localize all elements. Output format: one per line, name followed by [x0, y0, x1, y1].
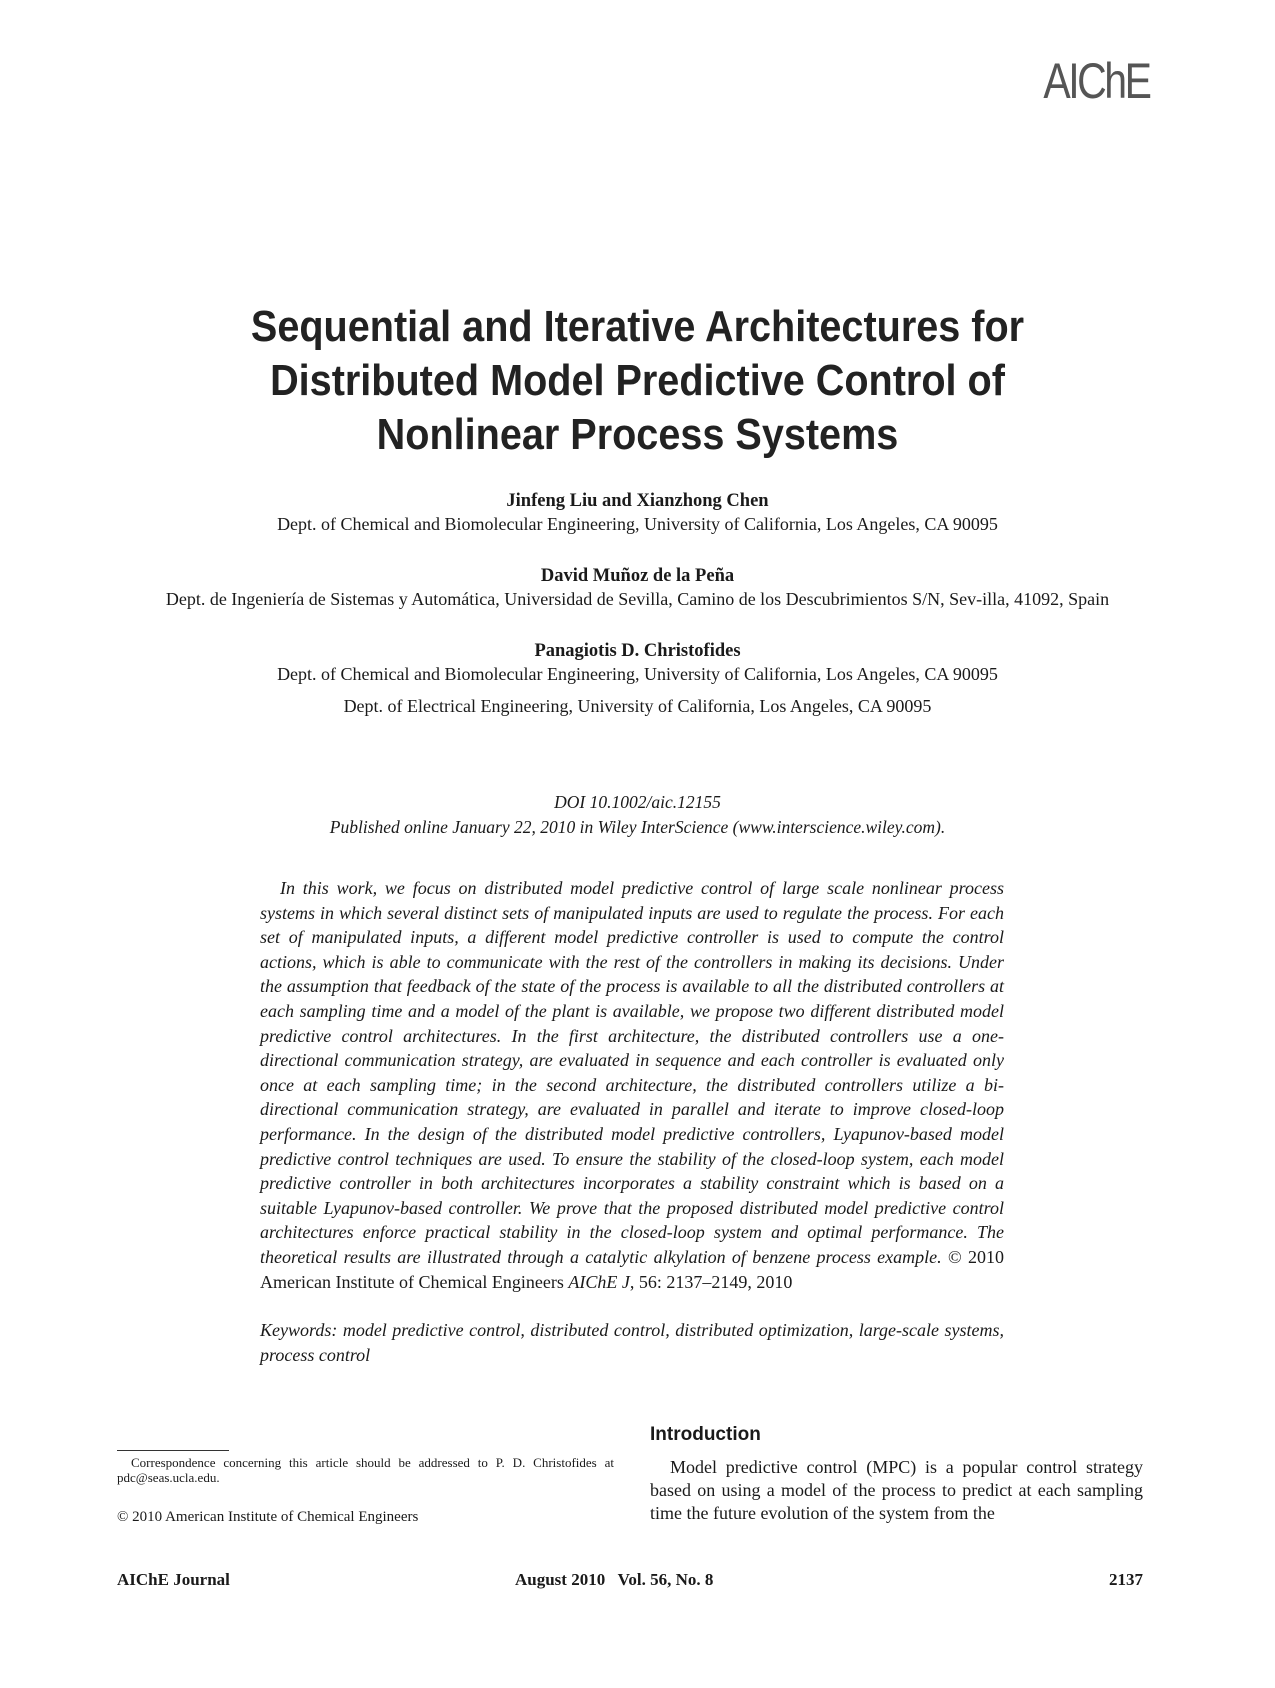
title-line-1: Sequential and Iterative Architectures for	[250, 302, 1025, 351]
footnote-divider	[117, 1450, 229, 1451]
copyright-note: © 2010 American Institute of Chemical Engineers	[117, 1509, 419, 1525]
abstract-text: In this work, we focus on distributed model predictive control of large scale nonlinear process systems in which several distinct sets of manipulated inputs are used to regulate the process. For each set of manipulated inputs, a different model predictive controller is used to compute the control actions, which is able to communicate with the rest of the controllers in making its decisions. Under the assumption that feedback of the state of the process is available to all the distributed controllers at each sampling time and a model of the plant is available, we propose two different distributed model predictive control architectures. In the first architecture, the distributed controllers use a one-directional communication strategy, are evaluated in sequence and each controller is evaluated only once at each sampling time; in the second architecture, the distributed controllers utilize a bi-directional communication strategy, are evaluated in parallel and iterate to improve closed-loop performance. In the design of the distributed model predictive controllers, Lyapunov-based model predictive control techniques are used. To ensure the stability of the closed-loop system, each model predictive controller in both architectures incorporates a stability constraint which is based on a suitable Lyapunov-based controller. We prove that the proposed distributed model predictive control architectures enforce practical stability in the closed-loop system and optimal performance. The theoretical results are illustrated through a catalytic alkylation of benzene process example.	[260, 878, 1004, 1267]
citation-copyright: © 2010 American Institute of Chemical Engineers	[260, 1246, 1004, 1292]
paper-title	[150, 300, 1125, 462]
footer-page-number: 2137	[1109, 1570, 1143, 1589]
introduction-heading: Introduction	[650, 1424, 761, 1445]
citation-journal: AIChE J	[568, 1271, 630, 1292]
keywords: Keywords: model predictive control, distributed control, distributed optimization, large-scale systems, process control	[260, 1320, 1004, 1365]
author-block-1	[150, 490, 1125, 536]
correspondence-footnote: Correspondence concerning this article should be addressed to P. D. Christofides at pdc@seas.ucla.edu.	[117, 1455, 614, 1485]
author-affiliation: Dept. of Chemical and Biomolecular Engineering, University of California, Los Angeles, CA 90095	[277, 514, 998, 534]
footer-journal: AIChE Journal	[117, 1570, 230, 1589]
publication-info	[150, 790, 1125, 840]
citation-suffix: , 56: 2137–2149, 2010	[629, 1271, 793, 1292]
author-affiliation: Dept. de Ingeniería de Sistemas y Automática, Universidad de Sevilla, Camino de los Descubrimientos S/N, Sev-illa, 41092, Spain	[165, 589, 1110, 609]
author-affiliation: Dept. of Electrical Engineering, University of California, Los Angeles, CA 90095	[343, 696, 932, 716]
published-online: Published online January 22, 2010 in Wiley InterScience (www.interscience.wiley.com).	[329, 817, 946, 837]
author-name: David Muñoz de la Peña	[540, 566, 735, 586]
author-name: Jinfeng Liu and Xianzhong Chen	[506, 491, 769, 511]
footer-issue: August 2010 Vol. 56, No. 8	[515, 1570, 714, 1589]
author-block-3	[150, 640, 1125, 718]
journal-logo: AIChE	[1043, 53, 1150, 109]
author-block-2	[150, 565, 1125, 611]
author-name: Panagiotis D. Christofides	[534, 641, 741, 661]
author-list	[150, 490, 1125, 747]
author-affiliation: Dept. of Chemical and Biomolecular Engineering, University of California, Los Angeles, CA 90095	[277, 664, 998, 684]
abstract	[260, 876, 1004, 1294]
title-line-2: Distributed Model Predictive Control of	[270, 356, 1005, 405]
doi: DOI 10.1002/aic.12155	[554, 792, 721, 812]
introduction-text: Model predictive control (MPC) is a popular control strategy based on using a model of the process to predict at each sampling time the future evolution of the system from the	[650, 1457, 1143, 1523]
title-line-3: Nonlinear Process Systems	[376, 410, 899, 459]
